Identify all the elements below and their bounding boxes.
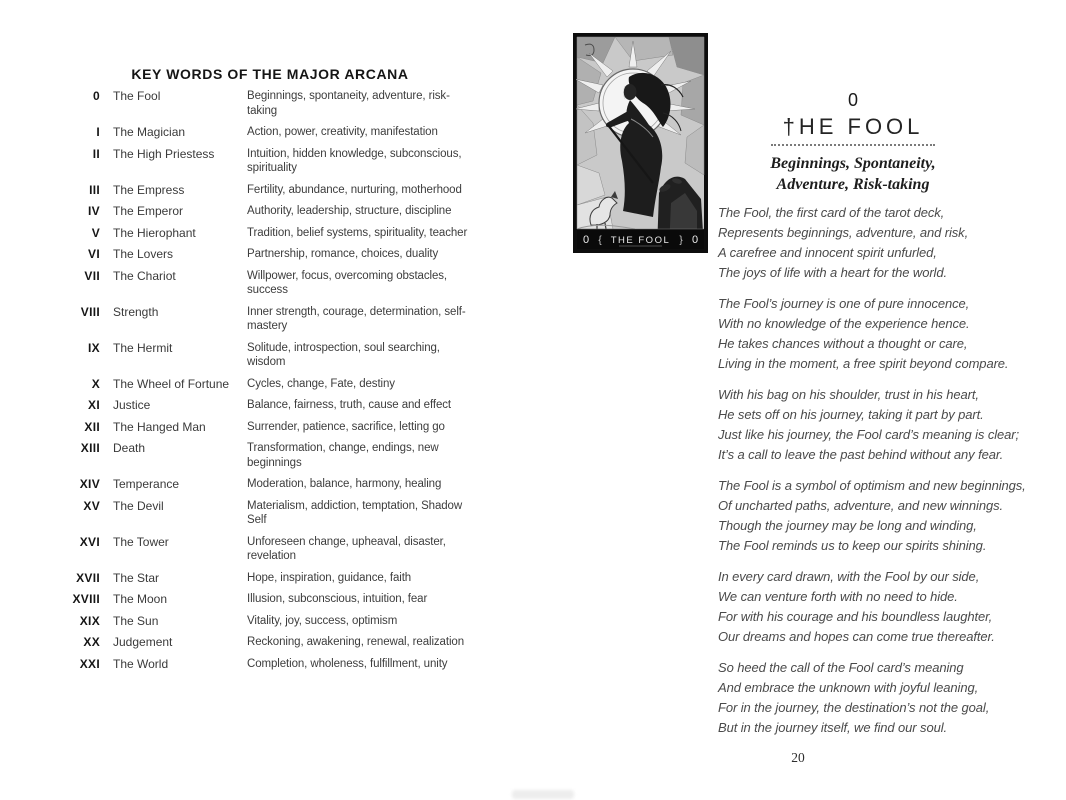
card-title: THE FOOL [610,235,671,246]
poem-line: The joys of life with a heart for the world. [718,265,947,280]
numeral-cell: XXI [79,656,100,671]
keywords-cell: Materialism, addiction, temptation, Shadow Self [247,499,463,526]
tarot-card-illustration [573,33,708,253]
keywords-cell: Intuition, hidden knowledge, subconscious, spirituality [247,147,462,174]
numeral-cell: XIX [79,613,100,628]
keywords-cell: Cycles, change, Fate, destiny [247,377,395,390]
keywords-cell: Tradition, belief systems, spirituality, teacher [247,226,468,239]
table-row [62,226,478,241]
card-name-cell: Justice [113,398,151,412]
chapter-subtitle-line2: Adventure, Risk-taking [776,176,930,193]
keywords-cell: Transformation, change, endings, new beginnings [247,442,439,469]
arcana-table [62,89,478,671]
table-row [62,635,478,650]
poem-line: Of uncharted paths, adventure, and new winnings. [718,498,1003,513]
table-row [62,592,478,607]
table-row [62,571,478,586]
card-name-cell: The Hermit [113,340,173,355]
card-name-cell: The Hanged Man [113,419,206,434]
poem-line: With no knowledge of the experience hence. [718,316,970,331]
keywords-cell: Authority, leadership, structure, discipline [247,205,452,217]
table-row [62,204,478,219]
poem-line: The Fool’s journey is one of pure innocence, [718,296,970,311]
numeral-cell: XII [84,419,100,434]
keywords-cell: Willpower, focus, overcoming obstacles, success [247,269,447,296]
numeral-cell: VIII [80,304,100,319]
numeral-cell: II [92,146,100,161]
table-row [62,147,478,176]
card-name-cell: The Chariot [113,268,176,283]
poem-stanza [718,658,1048,738]
card-name-cell: The Tower [113,534,169,549]
numeral-cell: XIV [79,477,100,491]
keywords-cell: Illusion, subconscious, intuition, fear [247,593,428,605]
table-row [62,341,478,370]
card-name-cell: The Lovers [113,247,174,261]
keywords-cell: Unforeseen change, upheaval, disaster, revelation [247,535,446,562]
poem-line: For with his courage and his boundless laughter, [718,609,993,624]
keywords-cell: Completion, wholeness, fulfillment, unity [247,657,448,670]
card-name-cell: Death [113,441,146,455]
svg-text:{: { [598,235,602,246]
table-row [62,477,478,492]
card-name-cell: The Emperor [113,204,184,218]
keywords-cell: Reckoning, awakening, renewal, realization [247,636,464,648]
card-name-cell: The Star [113,570,160,585]
card-right-numeral: 0 [691,234,699,246]
poem-line: A carefree and innocent spirit unfurled, [718,245,937,260]
table-row [62,535,478,564]
poem-stanza [718,294,1048,374]
numeral-cell: XVII [76,570,100,585]
keywords-cell: Action, power, creativity, manifestation [247,126,438,138]
card-name-cell: The Moon [113,592,168,606]
chapter-number: 0 [847,90,858,110]
numeral-cell: IV [88,204,100,218]
numeral-cell: VII [84,268,100,283]
poem-line: Though the journey may be long and winding, [718,518,977,533]
table-row [62,441,478,470]
keywords-cell: Solitude, introspection, soul searching, wisdom [247,341,440,368]
poem [718,203,1048,749]
poem-line: In every card drawn, with the Fool by our side, [718,569,980,584]
numeral-cell: XI [88,398,100,412]
numeral-cell: V [91,225,100,240]
poem-line: But in the journey itself, we find our soul. [718,720,948,735]
numeral-cell: X [91,376,100,391]
numeral-cell: I [96,125,100,139]
poem-line: We can venture forth with no need to hide. [718,589,958,604]
keywords-cell: Inner strength, courage, determination, self-mastery [247,305,466,332]
keywords-cell: Fertility, abundance, nurturing, motherhood [247,183,462,196]
card-name-cell: Judgement [113,635,173,649]
poem-line: The Fool, the first card of the tarot deck, [718,205,945,220]
chapter-header [703,90,1003,195]
numeral-cell: XV [83,498,100,513]
poem-line: So heed the call of the Fool card’s meaning [718,660,964,675]
poem-line: Just like his journey, the Fool card’s meaning is clear; [718,427,1020,442]
table-row [62,614,478,629]
card-name-cell: Temperance [113,477,180,491]
card-name-cell: The Empress [113,182,185,197]
card-left-numeral: 0 [582,234,590,246]
card-name-cell: The Wheel of Fortune [113,376,230,391]
poem-stanza [718,567,1048,647]
keywords-cell: Vitality, joy, success, optimism [247,614,398,627]
poem-line: Represents beginnings, adventure, and risk, [718,225,969,240]
poem-line: For in the journey, the destination’s not the goal, [718,700,990,715]
numeral-cell: XX [83,635,100,649]
keywords-cell: Surrender, patience, sacrifice, letting go [247,420,445,433]
poem-line: The Fool is a symbol of optimism and new beginnings, [718,478,1026,493]
card-name-cell: The Devil [113,498,164,513]
poem-line: He sets off on his journey, taking it part by part. [718,407,984,422]
page-number: 20 [791,750,805,765]
chapter-subtitle-line1: Beginnings, Spontaneity, [770,155,936,172]
poem-stanza [718,385,1048,465]
keywords-cell: Balance, fairness, truth, cause and effect [247,399,451,411]
poem-line: And embrace the unknown with joyful leaning, [718,680,979,695]
poem-line: The Fool reminds us to keep our spirits shining. [718,538,987,553]
poem-stanza [718,203,1048,283]
numeral-cell: XIII [80,441,100,455]
dotted-divider [771,143,935,146]
table-row [62,499,478,528]
poem-line: Living in the moment, a free spirit beyond compare. [718,356,1009,371]
poem-stanza [718,476,1048,556]
page-edge-mark [512,790,574,799]
card-name-cell: Strength [113,304,159,319]
keywords-cell: Moderation, balance, harmony, healing [247,478,442,490]
table-row [62,183,478,198]
svg-text:}: } [679,235,683,246]
card-name-cell: The High Priestess [113,146,215,161]
keywords-cell: Partnership, romance, choices, duality [247,248,439,260]
page-title: KEY WORDS OF THE MAJOR ARCANA [131,66,409,82]
card-name-cell: The Hierophant [113,225,196,240]
table-row [62,247,478,262]
table-row [62,125,478,140]
poem-line: Our dreams and hopes can come true thereafter. [718,629,995,644]
numeral-cell: IX [88,340,100,355]
card-banner [577,229,704,249]
table-row [62,305,478,334]
numeral-cell: XVIII [72,592,100,606]
table-row [62,89,478,118]
table-row [62,398,478,413]
poem-line: With his bag on his shoulder, trust in his heart, [718,387,979,402]
numeral-cell: 0 [93,89,100,103]
numeral-cell: VI [88,247,100,261]
numeral-cell: III [89,182,100,197]
chapter-title: †HE FOOL [782,114,924,139]
card-name-cell: The World [113,656,169,671]
keywords-cell: Hope, inspiration, guidance, faith [247,571,412,584]
table-row [62,420,478,435]
poem-line: He takes chances without a thought or care, [718,336,968,351]
card-name-cell: The Sun [113,613,159,628]
table-row [62,269,478,298]
table-row [62,377,478,392]
card-name-cell: The Magician [113,125,186,139]
keywords-cell: Beginnings, spontaneity, adventure, risk-taking [247,90,450,117]
table-row [62,657,478,672]
numeral-cell: XVI [79,534,100,549]
card-name-cell: The Fool [113,89,161,103]
poem-line: It’s a call to leave the past behind without any fear. [718,447,1004,462]
